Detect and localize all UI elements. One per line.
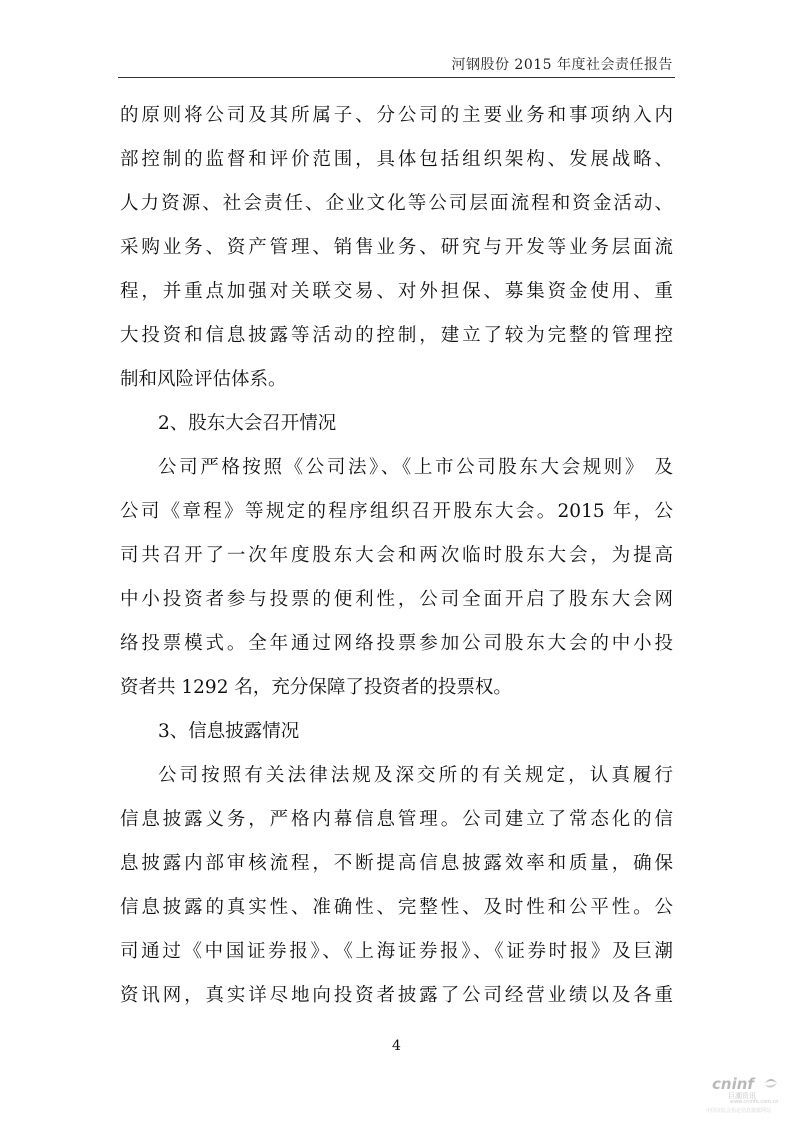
text-line: 中小投资者参与投票的便利性，公司全面开启了股东大会网: [120, 589, 673, 610]
text-line: 制和风险评估体系。: [120, 369, 287, 390]
text-line: 信息披露的真实性、准确性、完整性、及时性和公平性。公: [120, 897, 673, 918]
text-line: 信息披露义务，严格内幕信息管理。公司建立了常态化的信: [120, 809, 673, 830]
text-line: 息披露内部审核流程，不断提高信息披露效率和质量，确保: [120, 853, 673, 874]
text-line: 大投资和信息披露等活动的控制，建立了较为完整的管理控: [120, 325, 673, 346]
text-line: 人力资源、社会责任、企业文化等公司层面流程和资金活动、: [120, 193, 673, 214]
text-line: 司共召开了一次年度股东大会和两次临时股东大会，为提高: [120, 545, 673, 566]
logo-brand: cninf: [712, 1075, 754, 1093]
text-line: 程，并重点加强对关联交易、对外担保、募集资金使用、重: [120, 281, 673, 302]
text-line: 公司严格按照《公司法》、《上市公司股东大会规则》 及: [158, 457, 673, 478]
text-line: 资者共 1292 名，充分保障了投资者的投票权。: [120, 677, 512, 698]
section-heading-shareholders-meeting: 2、股东大会召开情况: [158, 413, 337, 434]
logo-url: www.cninfo.com.cn: [730, 1099, 779, 1105]
report-header-title: 河钢股份 2015 年度社会责任报告: [451, 57, 673, 73]
logo-name-cn: 巨潮资讯: [728, 1092, 756, 1100]
text-line: 络投票模式。全年通过网络投票参加公司股东大会的中小投: [120, 633, 673, 654]
section-heading-information-disclosure: 3、信息披露情况: [158, 721, 300, 742]
text-line: 采购业务、资产管理、销售业务、研究与开发等业务层面流: [120, 237, 673, 258]
text-line: 公司按照有关法律法规及深交所的有关规定，认真履行: [158, 765, 673, 786]
logo-tagline: 中国证监会指定信息披露网站: [706, 1108, 772, 1114]
text-line: 资讯网，真实详尽地向投资者披露了公司经营业绩以及各重: [120, 985, 673, 1006]
logo-swirl-icon: [764, 1077, 778, 1089]
cninfo-watermark-logo: [706, 1075, 786, 1117]
text-line: 部控制的监督和评价范围，具体包括组织架构、发展战略、: [120, 149, 673, 170]
text-line: 司通过《中国证券报》、《上海证券报》、《证券时报》及巨潮: [120, 941, 673, 962]
page-number: 4: [392, 1038, 401, 1054]
text-line: 公司《章程》等规定的程序组织召开股东大会。2015 年，公: [120, 501, 673, 522]
header-divider: [118, 77, 675, 78]
text-line: 的原则将公司及其所属子、分公司的主要业务和事项纳入内: [120, 105, 673, 126]
